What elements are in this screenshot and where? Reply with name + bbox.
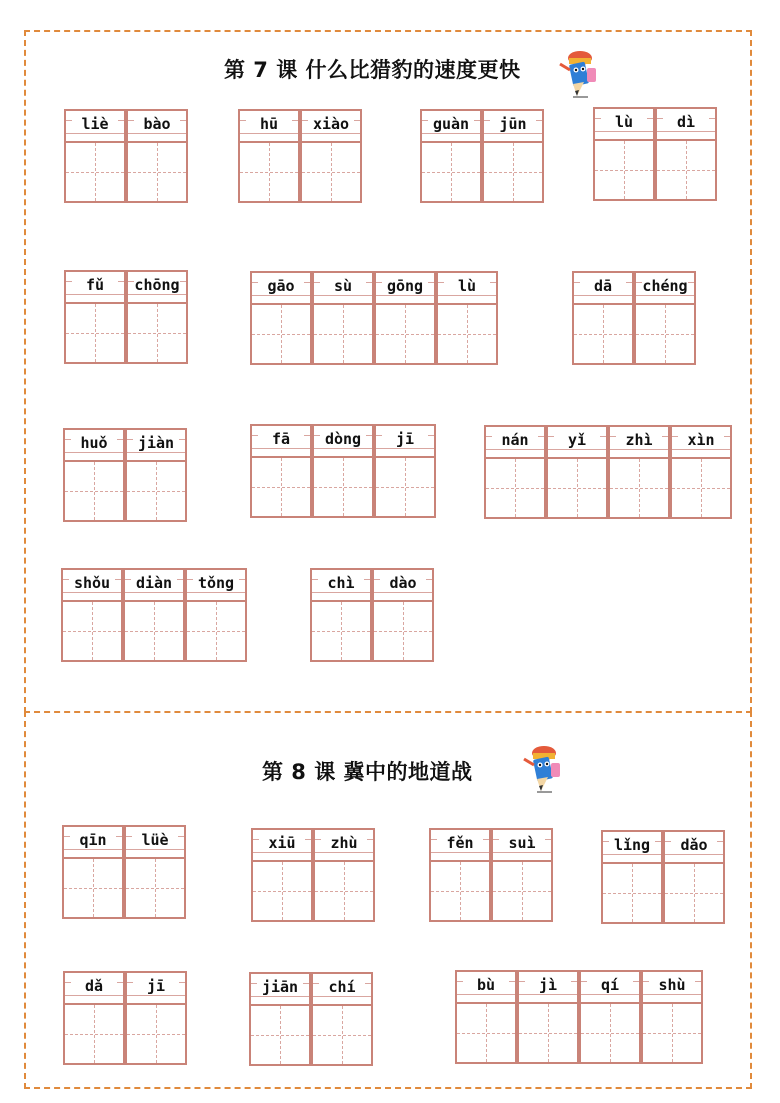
pinyin-box <box>670 425 732 459</box>
pinyin-box <box>436 271 498 305</box>
pinyin-box <box>125 971 187 1005</box>
pinyin-label: zhì <box>616 431 662 449</box>
writing-box[interactable] <box>125 1003 187 1065</box>
pinyin-label: lù <box>601 113 647 131</box>
pinyin-label: tǒng <box>193 574 239 592</box>
pinyin-box <box>250 271 312 305</box>
writing-box[interactable] <box>374 456 436 518</box>
pinyin-box <box>484 425 546 459</box>
pinyin-box <box>61 568 123 602</box>
lesson-8-title: 第 8 课 冀中的地道战 <box>262 760 473 784</box>
pinyin-label: fǔ <box>72 276 118 294</box>
pinyin-label: jī <box>382 430 428 448</box>
writing-box[interactable] <box>64 141 126 203</box>
writing-box[interactable] <box>238 141 300 203</box>
pinyin-box <box>455 970 517 1004</box>
pinyin-box <box>601 830 663 864</box>
writing-box[interactable] <box>250 303 312 365</box>
pinyin-box <box>238 109 300 143</box>
pinyin-box <box>126 109 188 143</box>
pinyin-box <box>123 568 185 602</box>
pinyin-box <box>579 970 641 1004</box>
pinyin-box <box>312 271 374 305</box>
writing-box[interactable] <box>517 1002 579 1064</box>
pinyin-label: hū <box>246 115 292 133</box>
writing-box[interactable] <box>655 139 717 201</box>
writing-box[interactable] <box>251 860 313 922</box>
writing-box[interactable] <box>126 141 188 203</box>
pinyin-label: fā <box>258 430 304 448</box>
pinyin-label: xiū <box>259 834 305 852</box>
writing-box[interactable] <box>491 860 553 922</box>
pinyin-label: jì <box>525 976 571 994</box>
pinyin-box <box>300 109 362 143</box>
pinyin-label: chí <box>319 978 365 996</box>
writing-box[interactable] <box>579 1002 641 1064</box>
writing-box[interactable] <box>250 456 312 518</box>
writing-box[interactable] <box>62 857 124 919</box>
pinyin-box <box>124 825 186 859</box>
pinyin-box <box>125 428 187 462</box>
pinyin-label: lüè <box>132 831 178 849</box>
pinyin-label: xiào <box>308 115 354 133</box>
pinyin-label: jiān <box>257 978 303 996</box>
pinyin-label: guàn <box>428 115 474 133</box>
pinyin-box <box>250 424 312 458</box>
writing-box[interactable] <box>61 600 123 662</box>
pinyin-label: diàn <box>131 574 177 592</box>
pinyin-label: fěn <box>437 834 483 852</box>
pinyin-label: shù <box>649 976 695 994</box>
pinyin-box <box>63 428 125 462</box>
writing-box[interactable] <box>64 302 126 364</box>
pinyin-box <box>429 828 491 862</box>
pinyin-label: gāo <box>258 277 304 295</box>
pencil-mascot-icon <box>556 46 602 100</box>
pinyin-box <box>249 972 311 1006</box>
pinyin-label: yǐ <box>554 431 600 449</box>
pinyin-label: chōng <box>134 276 180 294</box>
pinyin-box <box>62 825 124 859</box>
writing-box[interactable] <box>310 600 372 662</box>
writing-box[interactable] <box>482 141 544 203</box>
pinyin-label: dǎ <box>71 977 117 995</box>
writing-box[interactable] <box>593 139 655 201</box>
writing-box[interactable] <box>63 460 125 522</box>
pinyin-label: lù <box>444 277 490 295</box>
writing-box[interactable] <box>374 303 436 365</box>
pinyin-label: qí <box>587 976 633 994</box>
writing-box[interactable] <box>608 457 670 519</box>
writing-box[interactable] <box>546 457 608 519</box>
writing-box[interactable] <box>420 141 482 203</box>
pinyin-box <box>482 109 544 143</box>
writing-box[interactable] <box>634 303 696 365</box>
pinyin-box <box>64 270 126 304</box>
writing-box[interactable] <box>311 1004 373 1066</box>
writing-box[interactable] <box>429 860 491 922</box>
pinyin-box <box>634 271 696 305</box>
writing-box[interactable] <box>572 303 634 365</box>
lesson-7-title: 第 7 课 什么比猎豹的速度更快 <box>224 58 521 82</box>
writing-box[interactable] <box>123 600 185 662</box>
pinyin-label: jūn <box>490 115 536 133</box>
pinyin-box <box>185 568 247 602</box>
writing-box[interactable] <box>185 600 247 662</box>
pinyin-label: jī <box>133 977 179 995</box>
pinyin-label: suì <box>499 834 545 852</box>
pinyin-box <box>374 424 436 458</box>
pinyin-label: huǒ <box>71 434 117 452</box>
writing-box[interactable] <box>63 1003 125 1065</box>
pinyin-box <box>126 270 188 304</box>
pinyin-label: gōng <box>382 277 428 295</box>
pinyin-box <box>372 568 434 602</box>
pinyin-label: shǒu <box>69 574 115 592</box>
pinyin-box <box>310 568 372 602</box>
writing-box[interactable] <box>126 302 188 364</box>
pinyin-label: xìn <box>678 431 724 449</box>
writing-box[interactable] <box>249 1004 311 1066</box>
writing-box[interactable] <box>312 303 374 365</box>
pinyin-box <box>546 425 608 459</box>
pinyin-label: bù <box>463 976 509 994</box>
pinyin-label: dào <box>380 574 426 592</box>
pencil-mascot-icon <box>520 741 566 795</box>
pinyin-label: liè <box>72 115 118 133</box>
writing-box[interactable] <box>601 862 663 924</box>
pinyin-label: zhù <box>321 834 367 852</box>
writing-box[interactable] <box>670 457 732 519</box>
pinyin-box <box>655 107 717 141</box>
writing-box[interactable] <box>641 1002 703 1064</box>
pinyin-label: jiàn <box>133 434 179 452</box>
pinyin-label: chéng <box>642 277 688 295</box>
writing-box[interactable] <box>124 857 186 919</box>
pinyin-box <box>420 109 482 143</box>
pinyin-label: sù <box>320 277 366 295</box>
pinyin-box <box>491 828 553 862</box>
writing-box[interactable] <box>436 303 498 365</box>
writing-box[interactable] <box>313 860 375 922</box>
pinyin-box <box>313 828 375 862</box>
writing-box[interactable] <box>125 460 187 522</box>
pinyin-box <box>517 970 579 1004</box>
pinyin-box <box>663 830 725 864</box>
pinyin-label: chì <box>318 574 364 592</box>
pinyin-box <box>374 271 436 305</box>
pinyin-box <box>593 107 655 141</box>
writing-box[interactable] <box>312 456 374 518</box>
pinyin-label: dòng <box>320 430 366 448</box>
pinyin-label: qīn <box>70 831 116 849</box>
writing-box[interactable] <box>663 862 725 924</box>
pinyin-box <box>641 970 703 1004</box>
writing-box[interactable] <box>300 141 362 203</box>
pinyin-label: nán <box>492 431 538 449</box>
pinyin-box <box>63 971 125 1005</box>
pinyin-label: lǐng <box>609 836 655 854</box>
pinyin-box <box>311 972 373 1006</box>
writing-box[interactable] <box>372 600 434 662</box>
pinyin-label: dā <box>580 277 626 295</box>
pinyin-label: dì <box>663 113 709 131</box>
pinyin-label: bào <box>134 115 180 133</box>
pinyin-box <box>251 828 313 862</box>
pinyin-box <box>64 109 126 143</box>
pinyin-box <box>312 424 374 458</box>
pinyin-box <box>572 271 634 305</box>
writing-box[interactable] <box>455 1002 517 1064</box>
pinyin-label: dǎo <box>671 836 717 854</box>
pinyin-box <box>608 425 670 459</box>
writing-box[interactable] <box>484 457 546 519</box>
